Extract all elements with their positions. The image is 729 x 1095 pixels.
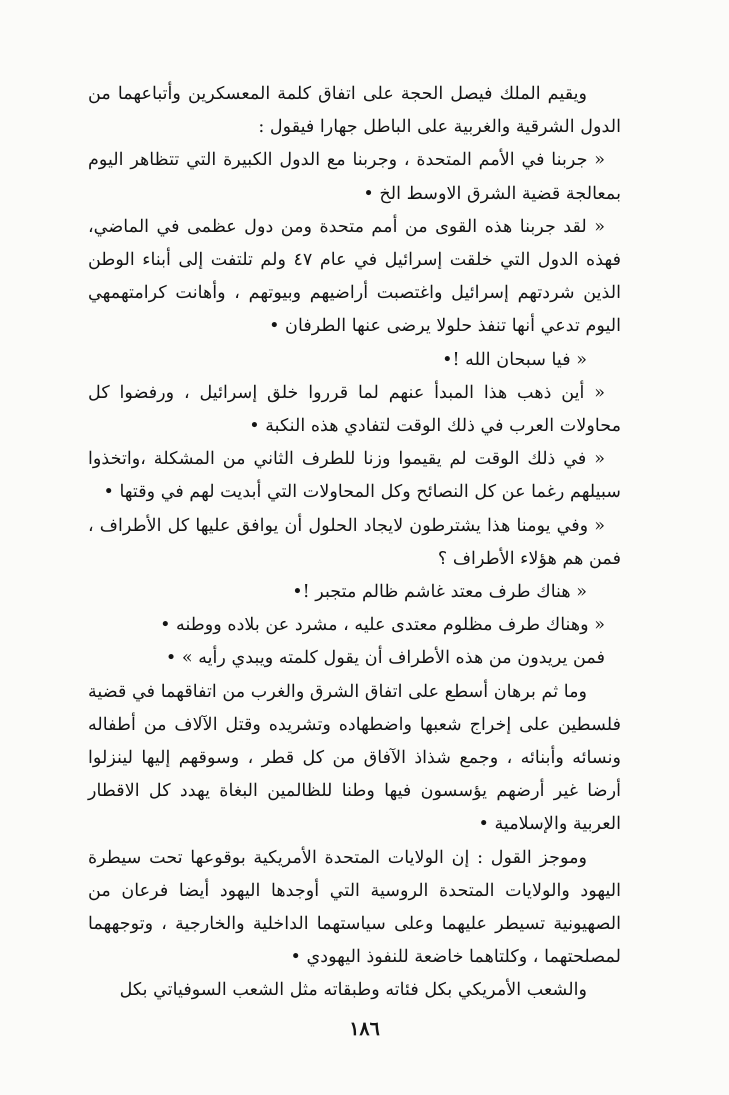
quote-paragraph-4: « أين ذهب هذا المبدأ عنهم لما قرروا خلق إسرائيل ، ورفضوا كل محاولات العرب في ذلك الوقت لتفادي هذه النكبة • [88, 382, 621, 437]
paragraph-continued: والشعب الأمريكي بكل فئاته وطبقاته مثل الشعب السوفياتي بكل [119, 980, 587, 1001]
quote-paragraph-7: « هناك طرف معتد غاشم ظالم متجبر !• [292, 582, 587, 603]
quote-paragraph-2: « لقد جربنا هذه القوى من أمم متحدة ومن دول عظمى في الماضي، فهذه الدول التي خلقت إسرائيل في عام ٤٧ ولم تلتفت إلى أبناء الوطن الذين شردتهم إسرائيل واغتصبت أراضيهم وبيوتهم ، وأهانت كرامتهمهي اليوم تدعي أنها تنفذ حلولا يرضى عنها الطرفان • [88, 216, 621, 337]
quote-paragraph-1: « جربنا في الأمم المتحدة ، وجربنا مع الدول الكبيرة التي تتظاهر اليوم بمعالجة قضية الشرق الاوسط الخ • [88, 150, 621, 204]
quote-paragraph-5: « في ذلك الوقت لم يقيموا وزنا للطرف الثاني من المشكلة ،واتخذوا سبيلهم رغما عن كل النصائح وكل المحاولات التي أبديت لهم في وقتها • [88, 449, 621, 503]
page-number: ١٨٦ [349, 1018, 380, 1040]
quote-paragraph-6: « وفي يومنا هذا يشترطون لايجاد الحلول أن يوافق عليها كل الأطراف ، فمن هم هؤلاء الأطراف ؟ [88, 515, 621, 569]
quote-paragraph-9: فمن يريدون من هذه الأطراف أن يقول كلمته ويبدي رأيه » • [165, 648, 605, 669]
quote-paragraph-3: « فيا سبحان الله !• [442, 349, 587, 370]
quote-paragraph-8: « وهناك طرف مظلوم معتدى عليه ، مشرد عن بلاده ووطنه • [160, 615, 605, 636]
paragraph-summary: وموجز القول : إن الولايات المتحدة الأمريكية بوقوعها تحت سيطرة اليهود والولايات المتحدة الروسية التي أوجدها اليهود أيضا فرعان من الصهيونية تسيطر عليهما وعلى سياستهما الداخلية والخارجية ، وتوجههما لمصلحتهما ، وكلتاهما خاضعة للنفوذ اليهودي • [88, 847, 621, 968]
body-text [88, 78, 621, 1008]
paragraph-intro: ويقيم الملك فيصل الحجة على اتفاق كلمة المعسكرين وأتباعهما من الدول الشرقية والغربية على الباطل جهارا فيقول : [88, 84, 621, 138]
paragraph-proof: وما ثم برهان أسطع على اتفاق الشرق والغرب من اتفاقهما في قضية فلسطين على إخراج شعبها واضطهاده وتشريده وقتل الآلاف من أطفاله ونسائه وأبنائه ، وجمع شذاذ الآفاق من كل قطر ، وسوقهم إليها لينزلوا أرضا غير أرضهم يؤسسون فيها وطنا للظالمين البغاة يهدد كل الاقطار العربية والإسلامية • [88, 681, 621, 835]
